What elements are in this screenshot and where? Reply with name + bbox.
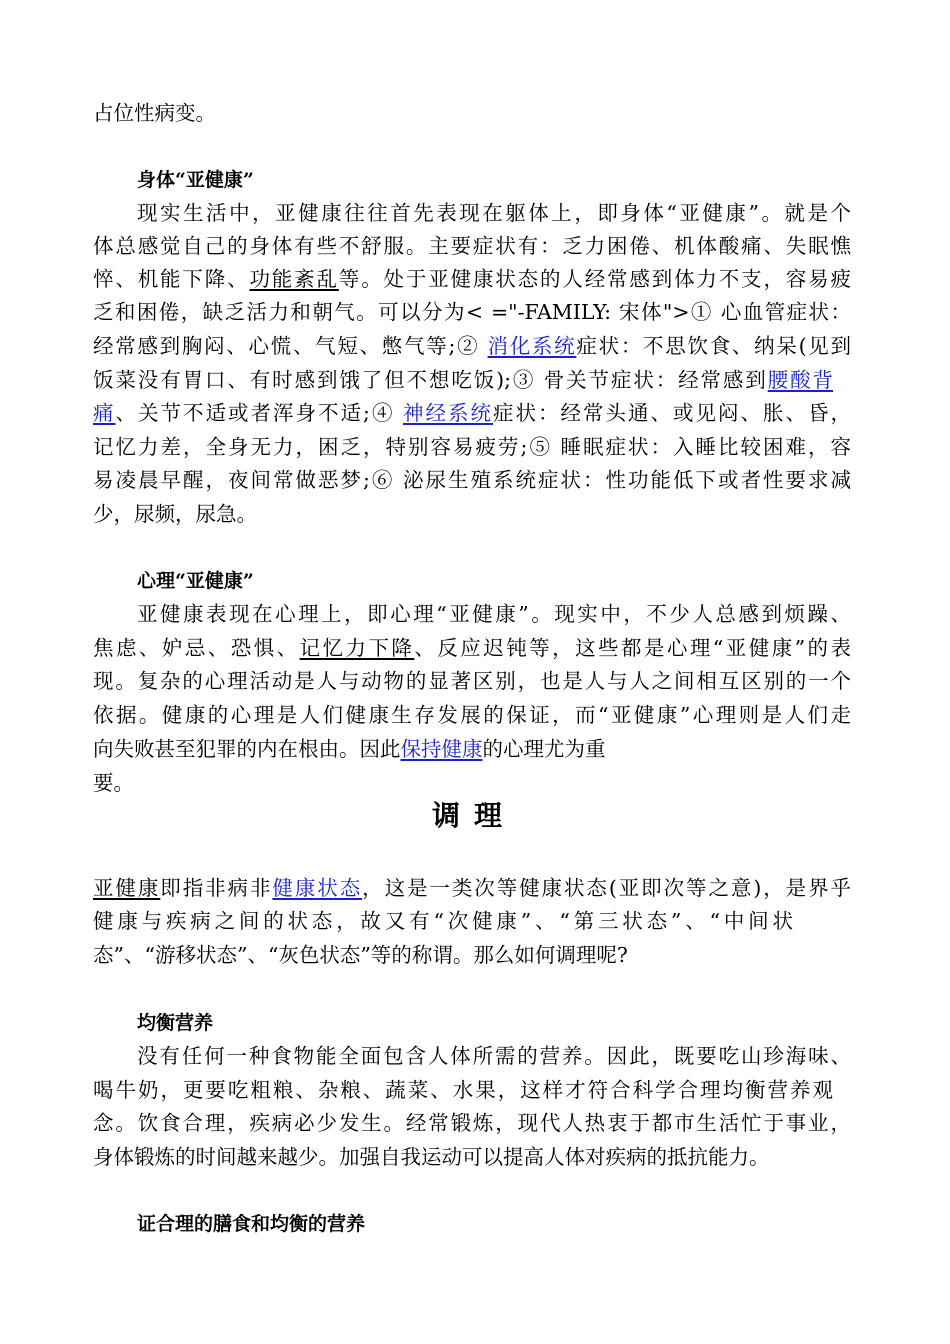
s2-line-6: 要。: [93, 771, 134, 795]
s2-line-4: 依据。健康的心理是人们健康生存发展的保证，而“亚健康”心理则是人们走: [93, 703, 851, 727]
term-subhealth: 亚健康: [93, 876, 161, 900]
p3-line-2: 健康与疾病之间的状态，故又有“次健康”、“第三状态”、“中间状: [93, 909, 793, 933]
s4-line-1: 没有任何一种食物能全面包含人体所需的营养。因此，既要吃山珍海味、: [137, 1044, 851, 1068]
s1-line-3: [93, 263, 851, 296]
text: 饭菜没有胃口、有时感到饿了但不想吃饭);③ 骨关节症状：经常感到: [93, 368, 768, 392]
text: 、关节不适或者浑身不适;④: [115, 401, 403, 425]
text: 症状：经常头通、或见闷、胀、昏，: [492, 401, 852, 425]
heading-balanced-nutrition: 均衡营养: [137, 1012, 214, 1034]
heading-body-subhealth: 身体“亚健康”: [137, 169, 254, 191]
s1-line-4: 乏和困倦，缺乏活力和朝气。可以分为< ="-FAMILY: 宋体">① 心血管症状：: [93, 300, 851, 324]
s4-line-4: 身体锻炼的时间越来越少。加强自我运动可以提高人体对疾病的抵抗能力。: [93, 1145, 770, 1169]
s2-line-1: 亚健康表现在心理上，即心理“亚健康”。现实中，不少人总感到烦躁、: [137, 602, 851, 626]
link-back-pain-cont[interactable]: 痛: [93, 401, 116, 425]
text: ，这是一类次等健康状态(亚即次等之意)，是界乎: [362, 876, 852, 900]
link-digestive-system[interactable]: 消化系统: [487, 334, 577, 358]
link-nervous-system[interactable]: 神经系统: [402, 401, 493, 425]
text: 即指非病非: [160, 876, 273, 900]
s1-line-2: 体总感觉自己的身体有些不舒服。主要症状有：乏力困倦、机体酸痛、失眠憔: [93, 234, 851, 258]
section-title-regulation: 调理: [431, 799, 516, 832]
s1-line-6: [93, 364, 833, 397]
intro-tail: 占位性病变。: [93, 101, 216, 125]
text: 的心理尤为重: [482, 737, 606, 761]
s1-line-9: 易凌晨早醒，夜间常做恶梦;⑥ 泌尿生殖系统症状：性功能低下或者性要求减: [93, 468, 851, 492]
s4-line-2: 喝牛奶，更要吃粗粮、杂粮、蔬菜、水果，这样才符合科学合理均衡营养观: [93, 1078, 833, 1102]
s1-line-10: 少，尿频，尿急。: [93, 502, 257, 526]
text: 向失败甚至犯罪的内在根由。因此: [93, 737, 401, 761]
text: 、反应迟钝等，这些都是心理“亚健康”的表: [414, 636, 852, 660]
s1-line-7: [93, 397, 851, 430]
heading-mental-subhealth: 心理“亚健康”: [137, 570, 254, 592]
text: 经常感到胸闷、心慌、气短、憋气等;②: [93, 334, 488, 358]
link-back-pain[interactable]: 腰酸背: [767, 368, 834, 392]
text: 焦虑、妒忌、恐惧、: [93, 636, 300, 660]
s2-line-5: [93, 733, 606, 766]
text: 症状：不思饮食、纳呆(见到: [576, 334, 851, 358]
link-health-status[interactable]: 健康状态: [272, 876, 363, 900]
text: 悴、机能下降、: [93, 267, 250, 291]
term-memory-decline: 记忆力下降: [299, 636, 415, 660]
term-functional-disorder: 功能紊乱: [249, 267, 339, 291]
heading-diet-nutrition: 证合理的膳食和均衡的营养: [137, 1213, 366, 1235]
s1-line-5: [93, 330, 851, 363]
link-stay-healthy[interactable]: 保持健康: [400, 737, 483, 761]
s2-line-2: [93, 632, 851, 665]
text: 等。处于亚健康状态的人经常感到体力不支，容易疲: [338, 267, 852, 291]
p3-line-1: [93, 872, 851, 905]
p3-line-3: 态”、“游移状态”、“灰色状态”等的称谓。那么如何调理呢?: [93, 943, 628, 967]
s1-line-1: 现实生活中，亚健康往往首先表现在躯体上，即身体“亚健康”。就是个: [137, 201, 851, 225]
s4-line-3: 念。饮食合理，疾病必少发生。经常锻炼，现代人热衷于都市生活忙于事业，: [93, 1111, 851, 1135]
s2-line-3: 现。复杂的心理活动是人与动物的显著区别，也是人与人之间相互区别的一个: [93, 669, 851, 693]
s1-line-8: 记忆力差，全身无力，困乏，特别容易疲劳;⑤ 睡眠症状：入睡比较困难，容: [93, 435, 851, 459]
